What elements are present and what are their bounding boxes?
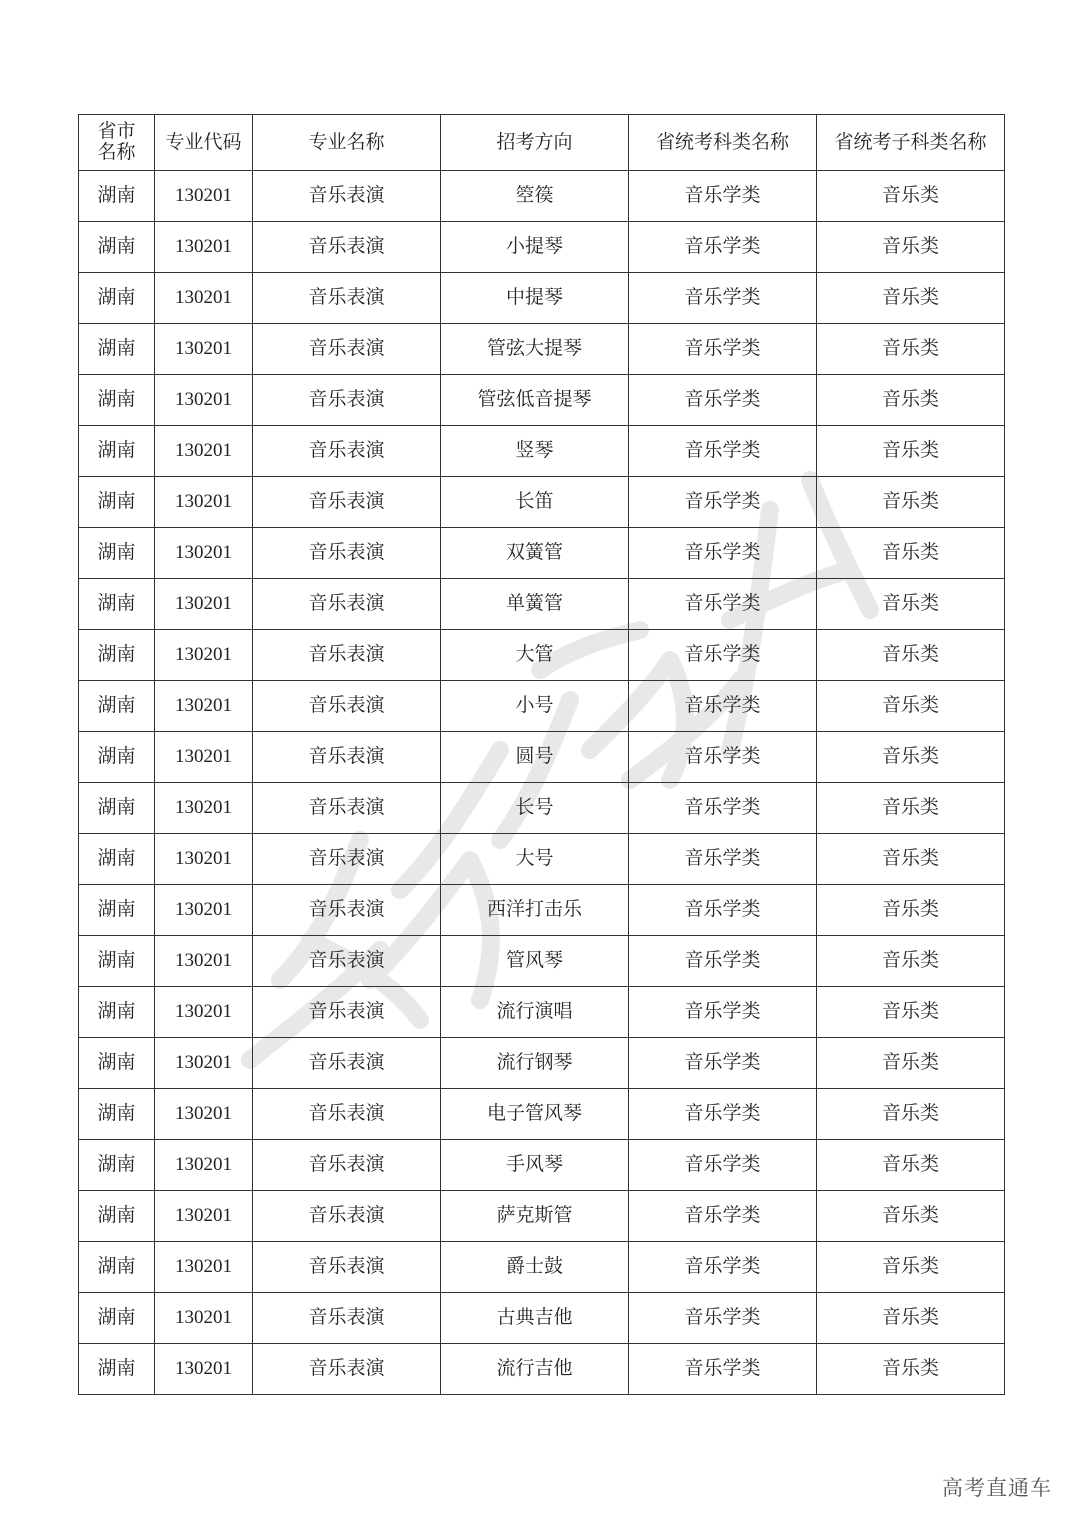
table-row (79, 1191, 1005, 1242)
cell-province: 湖南 (79, 375, 155, 426)
cell-category: 音乐学类 (629, 987, 817, 1038)
cell-subcategory: 音乐类 (817, 273, 1005, 324)
cell-subcategory: 音乐类 (817, 1293, 1005, 1344)
cell-name: 音乐表演 (253, 273, 441, 324)
cell-name: 音乐表演 (253, 885, 441, 936)
header-subcategory: 省统考子科类名称 (817, 115, 1005, 171)
table-row (79, 630, 1005, 681)
cell-code: 130201 (155, 171, 253, 222)
cell-province: 湖南 (79, 1344, 155, 1395)
table-row (79, 426, 1005, 477)
cell-code: 130201 (155, 375, 253, 426)
cell-name: 音乐表演 (253, 477, 441, 528)
cell-direction: 中提琴 (441, 273, 629, 324)
cell-direction: 西洋打击乐 (441, 885, 629, 936)
cell-direction: 流行吉他 (441, 1344, 629, 1395)
cell-subcategory: 音乐类 (817, 885, 1005, 936)
cell-subcategory: 音乐类 (817, 1191, 1005, 1242)
cell-category: 音乐学类 (629, 375, 817, 426)
cell-province: 湖南 (79, 1191, 155, 1242)
cell-direction: 箜篌 (441, 171, 629, 222)
cell-name: 音乐表演 (253, 171, 441, 222)
table-row (79, 885, 1005, 936)
table-row (79, 528, 1005, 579)
cell-name: 音乐表演 (253, 1293, 441, 1344)
cell-name: 音乐表演 (253, 426, 441, 477)
cell-direction: 竖琴 (441, 426, 629, 477)
table-row (79, 324, 1005, 375)
cell-category: 音乐学类 (629, 936, 817, 987)
cell-code: 130201 (155, 1242, 253, 1293)
header-row (79, 115, 1005, 171)
cell-category: 音乐学类 (629, 681, 817, 732)
cell-direction: 管弦低音提琴 (441, 375, 629, 426)
cell-code: 130201 (155, 783, 253, 834)
table-row (79, 477, 1005, 528)
cell-direction: 长笛 (441, 477, 629, 528)
cell-direction: 爵士鼓 (441, 1242, 629, 1293)
cell-name: 音乐表演 (253, 375, 441, 426)
header-category: 省统考科类名称 (629, 115, 817, 171)
cell-subcategory: 音乐类 (817, 1140, 1005, 1191)
cell-category: 音乐学类 (629, 1293, 817, 1344)
cell-name: 音乐表演 (253, 528, 441, 579)
cell-subcategory: 音乐类 (817, 1038, 1005, 1089)
cell-name: 音乐表演 (253, 630, 441, 681)
cell-subcategory: 音乐类 (817, 1344, 1005, 1395)
cell-province: 湖南 (79, 1038, 155, 1089)
table-row (79, 171, 1005, 222)
cell-category: 音乐学类 (629, 1089, 817, 1140)
cell-province: 湖南 (79, 477, 155, 528)
table-row (79, 222, 1005, 273)
cell-province: 湖南 (79, 426, 155, 477)
cell-direction: 手风琴 (441, 1140, 629, 1191)
cell-province: 湖南 (79, 936, 155, 987)
cell-category: 音乐学类 (629, 783, 817, 834)
cell-subcategory: 音乐类 (817, 477, 1005, 528)
table-row (79, 579, 1005, 630)
cell-province: 湖南 (79, 528, 155, 579)
cell-code: 130201 (155, 1344, 253, 1395)
cell-category: 音乐学类 (629, 222, 817, 273)
cell-province: 湖南 (79, 1089, 155, 1140)
major-table (78, 114, 1005, 1395)
cell-subcategory: 音乐类 (817, 171, 1005, 222)
cell-name: 音乐表演 (253, 1140, 441, 1191)
cell-category: 音乐学类 (629, 630, 817, 681)
cell-name: 音乐表演 (253, 681, 441, 732)
cell-name: 音乐表演 (253, 732, 441, 783)
cell-category: 音乐学类 (629, 885, 817, 936)
cell-code: 130201 (155, 477, 253, 528)
cell-code: 130201 (155, 834, 253, 885)
cell-code: 130201 (155, 732, 253, 783)
cell-direction: 双簧管 (441, 528, 629, 579)
cell-subcategory: 音乐类 (817, 1089, 1005, 1140)
table-row (79, 1089, 1005, 1140)
cell-direction: 萨克斯管 (441, 1191, 629, 1242)
table-row (79, 1242, 1005, 1293)
cell-province: 湖南 (79, 987, 155, 1038)
table-row (79, 987, 1005, 1038)
cell-name: 音乐表演 (253, 936, 441, 987)
cell-code: 130201 (155, 579, 253, 630)
table-row (79, 1038, 1005, 1089)
cell-direction: 小号 (441, 681, 629, 732)
cell-code: 130201 (155, 324, 253, 375)
cell-name: 音乐表演 (253, 783, 441, 834)
cell-category: 音乐学类 (629, 1038, 817, 1089)
cell-name: 音乐表演 (253, 987, 441, 1038)
cell-category: 音乐学类 (629, 834, 817, 885)
cell-code: 130201 (155, 426, 253, 477)
cell-subcategory: 音乐类 (817, 426, 1005, 477)
cell-subcategory: 音乐类 (817, 681, 1005, 732)
table-row (79, 273, 1005, 324)
table-body (79, 171, 1005, 1395)
cell-subcategory: 音乐类 (817, 1242, 1005, 1293)
table-header (79, 115, 1005, 171)
cell-province: 湖南 (79, 1293, 155, 1344)
cell-direction: 单簧管 (441, 579, 629, 630)
cell-name: 音乐表演 (253, 834, 441, 885)
table-row (79, 936, 1005, 987)
cell-province: 湖南 (79, 732, 155, 783)
table-row (79, 1293, 1005, 1344)
cell-province: 湖南 (79, 630, 155, 681)
cell-code: 130201 (155, 273, 253, 324)
cell-subcategory: 音乐类 (817, 732, 1005, 783)
cell-name: 音乐表演 (253, 222, 441, 273)
table-row (79, 732, 1005, 783)
cell-direction: 流行钢琴 (441, 1038, 629, 1089)
cell-code: 130201 (155, 987, 253, 1038)
cell-province: 湖南 (79, 324, 155, 375)
cell-category: 音乐学类 (629, 579, 817, 630)
cell-subcategory: 音乐类 (817, 222, 1005, 273)
table-row (79, 834, 1005, 885)
table-row (79, 375, 1005, 426)
cell-subcategory: 音乐类 (817, 630, 1005, 681)
cell-province: 湖南 (79, 579, 155, 630)
cell-category: 音乐学类 (629, 732, 817, 783)
header-name: 专业名称 (253, 115, 441, 171)
cell-category: 音乐学类 (629, 528, 817, 579)
cell-direction: 大管 (441, 630, 629, 681)
cell-direction: 小提琴 (441, 222, 629, 273)
cell-subcategory: 音乐类 (817, 987, 1005, 1038)
cell-direction: 电子管风琴 (441, 1089, 629, 1140)
header-province: 省市名称 (79, 115, 155, 171)
cell-code: 130201 (155, 528, 253, 579)
cell-subcategory: 音乐类 (817, 936, 1005, 987)
cell-subcategory: 音乐类 (817, 375, 1005, 426)
cell-province: 湖南 (79, 171, 155, 222)
cell-code: 130201 (155, 222, 253, 273)
cell-code: 130201 (155, 936, 253, 987)
cell-category: 音乐学类 (629, 477, 817, 528)
cell-name: 音乐表演 (253, 1344, 441, 1395)
cell-category: 音乐学类 (629, 1140, 817, 1191)
footer-brand: 高考直通车 (942, 1476, 1052, 1500)
cell-code: 130201 (155, 630, 253, 681)
table-row (79, 1140, 1005, 1191)
cell-province: 湖南 (79, 222, 155, 273)
cell-code: 130201 (155, 1191, 253, 1242)
cell-category: 音乐学类 (629, 171, 817, 222)
cell-code: 130201 (155, 681, 253, 732)
table-row (79, 681, 1005, 732)
header-code: 专业代码 (155, 115, 253, 171)
cell-category: 音乐学类 (629, 426, 817, 477)
table-row (79, 1344, 1005, 1395)
cell-province: 湖南 (79, 885, 155, 936)
cell-code: 130201 (155, 1293, 253, 1344)
cell-name: 音乐表演 (253, 579, 441, 630)
cell-name: 音乐表演 (253, 324, 441, 375)
cell-direction: 长号 (441, 783, 629, 834)
header-direction: 招考方向 (441, 115, 629, 171)
cell-province: 湖南 (79, 273, 155, 324)
cell-subcategory: 音乐类 (817, 834, 1005, 885)
cell-category: 音乐学类 (629, 273, 817, 324)
cell-direction: 古典吉他 (441, 1293, 629, 1344)
cell-code: 130201 (155, 1089, 253, 1140)
cell-code: 130201 (155, 1140, 253, 1191)
cell-direction: 管风琴 (441, 936, 629, 987)
cell-category: 音乐学类 (629, 1191, 817, 1242)
cell-category: 音乐学类 (629, 1242, 817, 1293)
cell-subcategory: 音乐类 (817, 783, 1005, 834)
cell-province: 湖南 (79, 1242, 155, 1293)
cell-direction: 管弦大提琴 (441, 324, 629, 375)
cell-direction: 圆号 (441, 732, 629, 783)
cell-category: 音乐学类 (629, 324, 817, 375)
cell-name: 音乐表演 (253, 1038, 441, 1089)
cell-province: 湖南 (79, 681, 155, 732)
cell-code: 130201 (155, 885, 253, 936)
cell-province: 湖南 (79, 783, 155, 834)
cell-province: 湖南 (79, 1140, 155, 1191)
cell-name: 音乐表演 (253, 1242, 441, 1293)
cell-code: 130201 (155, 1038, 253, 1089)
cell-name: 音乐表演 (253, 1191, 441, 1242)
cell-direction: 大号 (441, 834, 629, 885)
cell-province: 湖南 (79, 834, 155, 885)
table-row (79, 783, 1005, 834)
cell-direction: 流行演唱 (441, 987, 629, 1038)
cell-name: 音乐表演 (253, 1089, 441, 1140)
cell-category: 音乐学类 (629, 1344, 817, 1395)
cell-subcategory: 音乐类 (817, 579, 1005, 630)
cell-subcategory: 音乐类 (817, 528, 1005, 579)
cell-subcategory: 音乐类 (817, 324, 1005, 375)
